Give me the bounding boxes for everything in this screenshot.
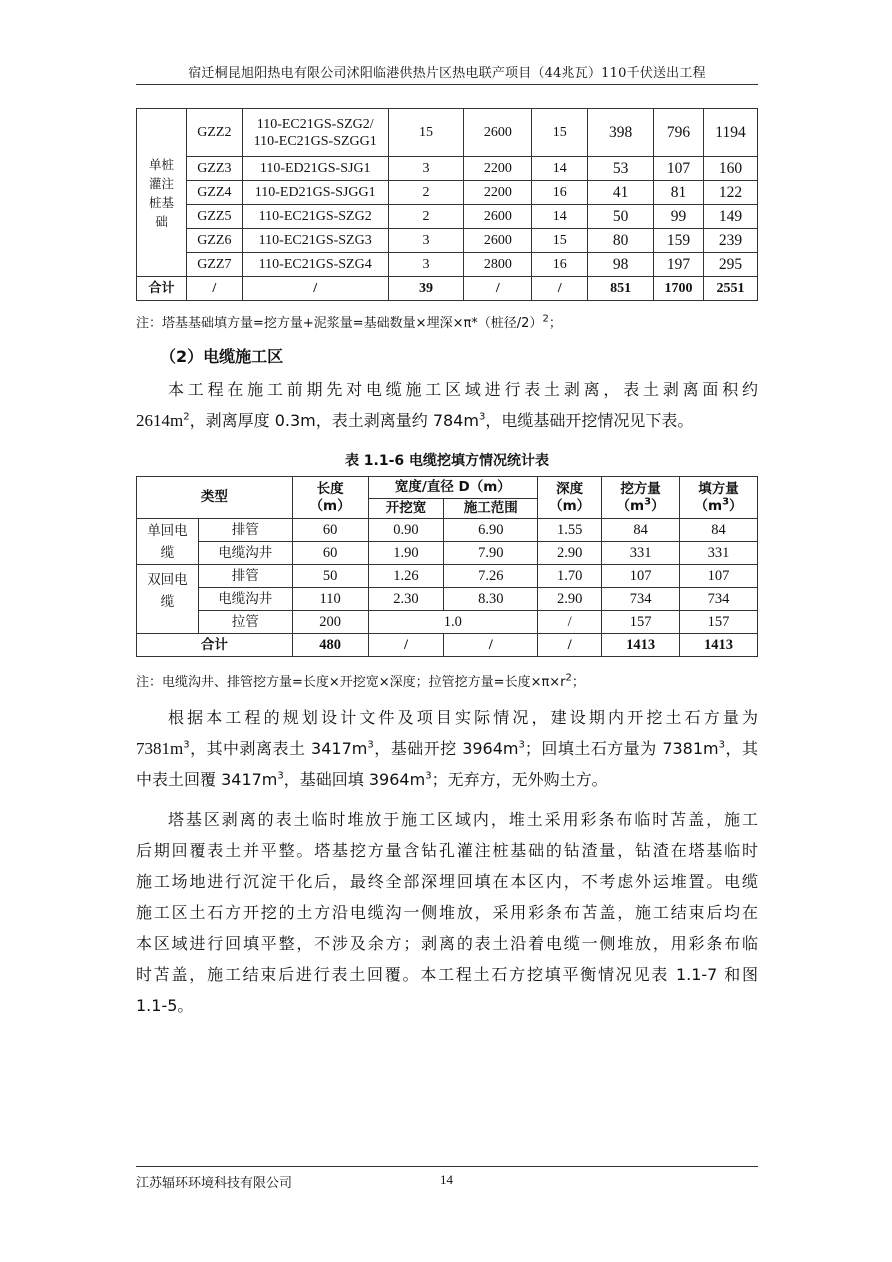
- table-note: 注：电缆沟井、排管挖方量=长度×开挖宽×深度；拉管挖方量=长度$\times\pi\times r^2$；: [136, 672, 585, 690]
- table-cell: 39: [388, 277, 464, 301]
- table-cell: /: [368, 634, 444, 657]
- table-cell: 15: [532, 229, 588, 253]
- table-cell: 851: [588, 277, 654, 301]
- table-cell: GZZ7: [186, 253, 242, 277]
- table-cell: 107: [602, 565, 680, 588]
- group-cell: 双回电缆: [137, 565, 199, 634]
- table-cell: 排管: [198, 565, 292, 588]
- table-cell: 331: [680, 542, 758, 565]
- table-cell: 197: [654, 253, 704, 277]
- table-cell: 2600: [464, 229, 532, 253]
- table-cell: GZZ3: [186, 157, 242, 181]
- table-cell: 239: [703, 229, 757, 253]
- table-cell: 1.90: [368, 542, 444, 565]
- group-cell: 单回电缆: [137, 519, 199, 565]
- footer-company: 江苏辐环环境科技有限公司: [136, 1176, 293, 1191]
- table-cell: GZZ6: [186, 229, 242, 253]
- table-cell: /: [464, 277, 532, 301]
- table-cell: 14: [532, 205, 588, 229]
- table-cell: GZZ5: [186, 205, 242, 229]
- table-cell: 1413: [680, 634, 758, 657]
- header-rule: [136, 84, 758, 85]
- table-cell: 157: [680, 611, 758, 634]
- table-cell: 2600: [464, 205, 532, 229]
- table-cell: 107: [680, 565, 758, 588]
- paragraph: 塔基区剥离的表土临时堆放于施工区域内，堆土采用彩条布临时苫盖，施工 后期回覆表土并平整。塔基挖方量含钻孔灌注桩基础的钻渣量，钻渣在塔基临时 施工场地进行沉淀干化后，最终全部深埋回填在本区内，不考虑外运堆置。电缆 施工区土石方开挖的土方沿电缆沟一侧堆放，采用彩条布苫盖，施工结束后均在 本区域进行回填平整，不涉及余方；剥离的表土沿着电缆一侧堆放，用彩条布临 时苫盖，施工结束后进行表土回覆。本工程土石方挖填平衡情况见表 1.1-7 和图 1.1-5。: [136, 810, 758, 1015]
- table-cell: 796: [654, 109, 704, 157]
- table-cell: 8.30: [444, 588, 538, 611]
- table-cell: 80: [588, 229, 654, 253]
- header-cell: 施工范围: [444, 499, 538, 519]
- table-cell: 200: [292, 611, 368, 634]
- table-cell: 53: [588, 157, 654, 181]
- table-cell: 电缆沟井: [198, 542, 292, 565]
- table-cell: /: [532, 277, 588, 301]
- total-label: 合计: [137, 277, 187, 301]
- table-cell: 160: [703, 157, 757, 181]
- table-cell: 1.70: [538, 565, 602, 588]
- table-cell: 1.26: [368, 565, 444, 588]
- table-cell: /: [538, 634, 602, 657]
- footer-rule: [136, 1166, 758, 1167]
- table-cell: 2: [388, 181, 464, 205]
- table-cell: 14: [532, 157, 588, 181]
- table-cell: 110-EC21GS-SZG2/ 110-EC21GS-SZGG1: [242, 109, 388, 157]
- section-title: （2）电缆施工区: [160, 347, 284, 366]
- table-cell: 122: [703, 181, 757, 205]
- table-caption: 表 1.1-6 电缆挖填方情况统计表: [344, 453, 550, 469]
- table-cell: 84: [602, 519, 680, 542]
- table-cell: 拉管: [198, 611, 292, 634]
- table-cell: 398: [588, 109, 654, 157]
- table-cell: 99: [654, 205, 704, 229]
- table-cell: 1194: [703, 109, 757, 157]
- table-cell: 2.30: [368, 588, 444, 611]
- table-cell: 50: [588, 205, 654, 229]
- category-cell: 单桩 灌注 桩基 础: [137, 109, 187, 277]
- table-cell: 60: [292, 519, 368, 542]
- table-cell: 60: [292, 542, 368, 565]
- table-cell: 2: [388, 205, 464, 229]
- table-cell: 7.26: [444, 565, 538, 588]
- table-cell: 3: [388, 253, 464, 277]
- table-cell: 6.90: [444, 519, 538, 542]
- table-cell: /: [444, 634, 538, 657]
- table-cell: 1.55: [538, 519, 602, 542]
- foundation-table: [136, 108, 758, 301]
- table-cell: 15: [532, 109, 588, 157]
- table-cell: 2800: [464, 253, 532, 277]
- table-cell: 84: [680, 519, 758, 542]
- table-cell: 295: [703, 253, 757, 277]
- table-cell: 3: [388, 157, 464, 181]
- header-cell: 挖方量 $(m^3)$: [602, 477, 680, 519]
- table-cell: /: [186, 277, 242, 301]
- table-cell: 16: [532, 253, 588, 277]
- table-note: 注：塔基基础填方量=挖方量+泥浆量=基础数量×埋深×π*（桩径/2）$^2$；: [136, 313, 562, 331]
- table-cell: 16: [532, 181, 588, 205]
- table-cell: 110-ED21GS-SJGG1: [242, 181, 388, 205]
- table-cell: 107: [654, 157, 704, 181]
- paragraph: 根据本工程的规划设计文件及项目实际情况，建设期内开挖土石方量为 $7381m^3$，其中剥离表土 $3417m^3$，基础开挖 $3964m^3$；回填土石方量为 $7381m^3$，其 中表土回覆 $3417m^3$，基础回填 $3964m^3$；无弃方，无外购土方。: [136, 708, 758, 789]
- table-cell: 1413: [602, 634, 680, 657]
- table-cell: GZZ4: [186, 181, 242, 205]
- table-cell: 41: [588, 181, 654, 205]
- table-cell: 110-EC21GS-SZG4: [242, 253, 388, 277]
- table-cell: 159: [654, 229, 704, 253]
- table-cell: 电缆沟井: [198, 588, 292, 611]
- table-cell: 7.90: [444, 542, 538, 565]
- header-cell: 开挖宽: [368, 499, 444, 519]
- table-cell: 1.0: [368, 611, 538, 634]
- table-cell: 110: [292, 588, 368, 611]
- table-cell: 110-EC21GS-SZG2: [242, 205, 388, 229]
- table-cell: 734: [680, 588, 758, 611]
- table-cell: 排管: [198, 519, 292, 542]
- table-cell: 98: [588, 253, 654, 277]
- header-cell: 长度 （m）: [292, 477, 368, 519]
- table-cell: 110-ED21GS-SJG1: [242, 157, 388, 181]
- page-number: 14: [440, 1172, 453, 1187]
- table-cell: 2.90: [538, 542, 602, 565]
- header-cell: 类型: [137, 477, 293, 519]
- table-cell: 81: [654, 181, 704, 205]
- table-cell: 331: [602, 542, 680, 565]
- table-cell: 15: [388, 109, 464, 157]
- table-cell: 2200: [464, 181, 532, 205]
- header-cell: 深度 （m）: [538, 477, 602, 519]
- table-cell: 50: [292, 565, 368, 588]
- table-cell: 2600: [464, 109, 532, 157]
- header-cell: 宽度/直径 D（m）: [368, 477, 538, 499]
- table-cell: 2551: [703, 277, 757, 301]
- table-cell: 1700: [654, 277, 704, 301]
- table-cell: 3: [388, 229, 464, 253]
- table-cell: /: [538, 611, 602, 634]
- table-cell: 0.90: [368, 519, 444, 542]
- table-cell: 734: [602, 588, 680, 611]
- header-cell: 填方量 $(m^3)$: [680, 477, 758, 519]
- paragraph: 本工程在施工前期先对电缆施工区域进行表土剥离，表土剥离面积约 $2614m^2$，剥离厚度 0.3m，表土剥离量约 $784m^3$，电缆基础开挖情况见下表。: [136, 380, 758, 430]
- table-cell: 157: [602, 611, 680, 634]
- table-cell: 2200: [464, 157, 532, 181]
- page-header: 宿迁桐昆旭阳热电有限公司沭阳临港供热片区热电联产项目（44兆瓦）110千伏送出工程: [188, 66, 706, 81]
- table-cell: GZZ2: [186, 109, 242, 157]
- table-cell: 149: [703, 205, 757, 229]
- table-cell: 2.90: [538, 588, 602, 611]
- table-cell: 110-EC21GS-SZG3: [242, 229, 388, 253]
- table-cell: /: [242, 277, 388, 301]
- cable-table: [136, 476, 758, 657]
- total-label: 合计: [137, 634, 293, 657]
- table-cell: 480: [292, 634, 368, 657]
